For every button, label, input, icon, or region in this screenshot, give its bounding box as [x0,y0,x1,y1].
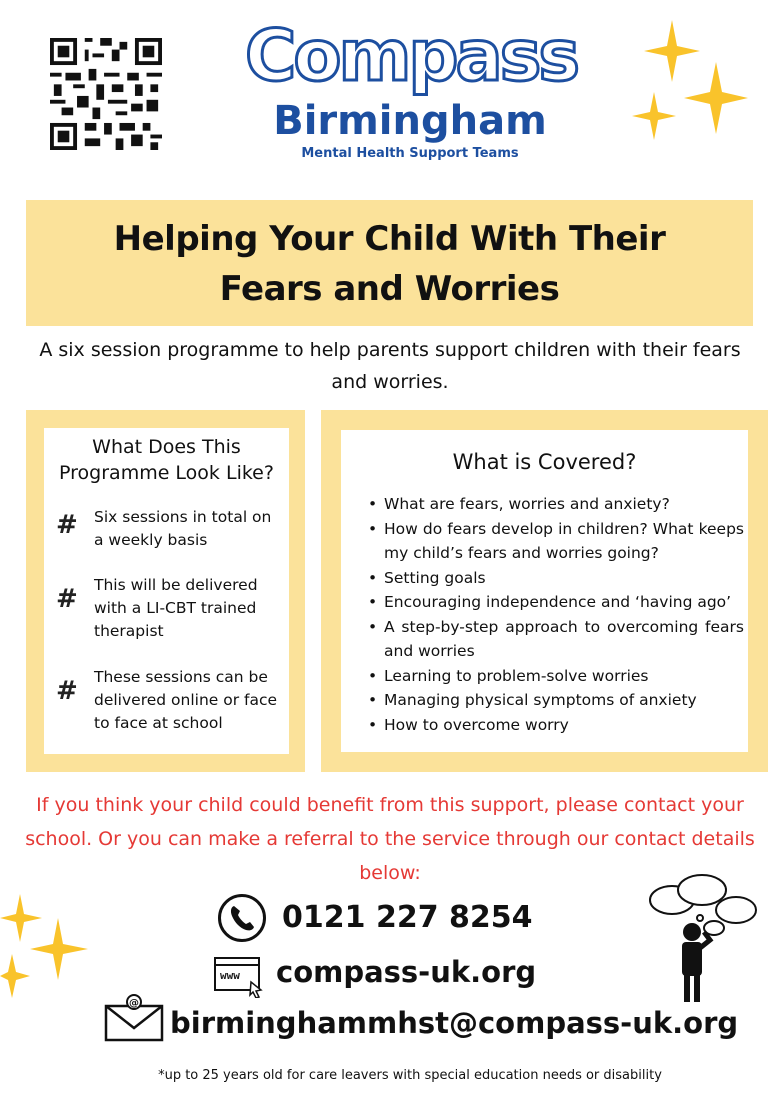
programme-item-text: Six sessions in total on a weekly basis [94,508,272,549]
list-item: • How do fears develop in children? What keeps my child’s fears and worries going? [368,517,744,566]
email-icon [104,994,166,1042]
list-item: • What are fears, worries and anxiety? [368,492,744,517]
phone-number[interactable]: 0121 227 8254 [282,900,533,935]
intro-text: A six session programme to help parents support children with their fears and worries. [39,339,741,393]
programme-heading: What Does This Programme Look Like? [59,436,274,484]
programme-item-text: This will be delivered with a LI-CBT trained therapist [94,576,258,640]
sparkle-icon [630,18,750,148]
thinking-person-icon [640,870,760,1005]
programme-item-text: These sessions can be delivered online or face to face at school [94,668,278,732]
list-item: • How to overcome worry [368,713,744,738]
list-item: • A step-by-step approach to overcoming fears and worries [368,615,744,664]
hash-icon: # [56,676,78,706]
programme-item [52,666,284,735]
qr-code [50,38,162,150]
title-banner [26,200,753,326]
covered-list [368,492,744,737]
svg-text:@: @ [129,998,139,1009]
list-item: • Setting goals [368,566,744,591]
hash-icon: # [56,510,78,540]
title-line-2: Fears and Worries [219,269,560,309]
programme-item [52,574,284,643]
logo-wordmark: Compass [245,15,578,97]
sparkle-icon [0,892,90,1002]
title-line-1: Helping Your Child With Their [113,219,666,259]
covered-heading: What is Covered? [452,450,637,474]
list-item: • Learning to problem-solve worries [368,664,744,689]
logo-subtitle: Mental Health Support Teams [301,146,519,161]
compass-logo [245,15,578,178]
hash-icon: # [56,584,78,614]
website-link[interactable]: compass-uk.org [276,955,537,989]
browser-icon [213,956,265,998]
page-title [26,214,753,314]
email-link[interactable]: birminghammhst@compass-uk.org [170,1006,739,1040]
phone-icon [218,894,266,942]
www-label: www [220,969,240,982]
call-to-action: If you think your child could benefit from this support, please contact your school. Or you can make a referral to the service through our contact details below: [25,794,755,884]
list-item: • Encouraging independence and ‘having ago’ [368,590,744,615]
logo-city: Birmingham [273,98,547,144]
programme-item [52,506,284,552]
footnote: *up to 25 years old for care leavers with special education needs or disability [158,1068,662,1083]
list-item: • Managing physical symptoms of anxiety [368,688,744,713]
